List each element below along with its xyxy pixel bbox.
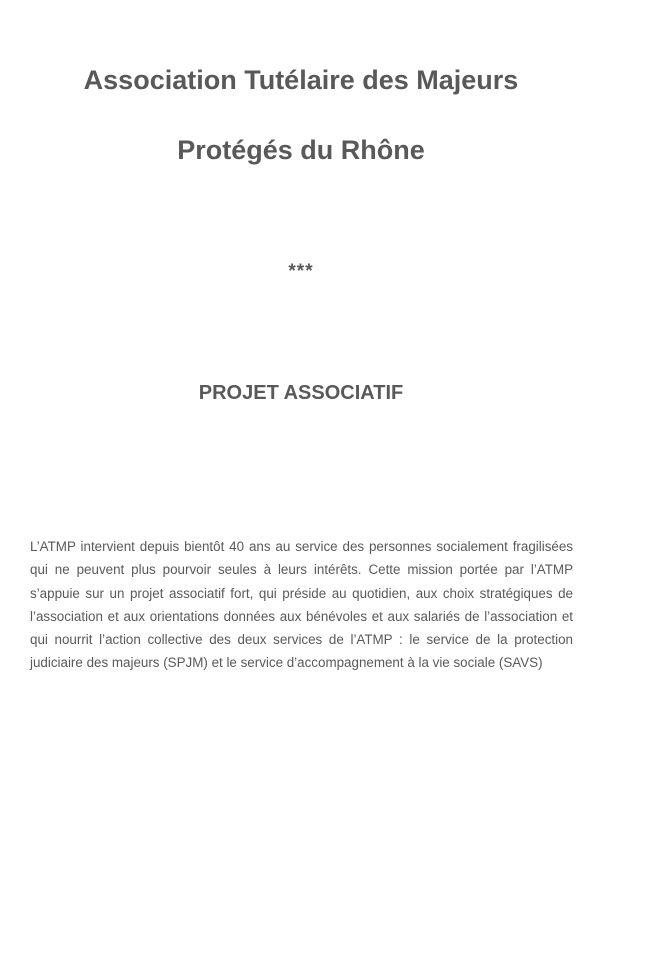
separator-asterisks: *** (288, 261, 314, 282)
title-line-2: Protégés du Rhône (177, 135, 425, 165)
title-line-1: Association Tutélaire des Majeurs (83, 65, 519, 95)
intro-paragraph: L’ATMP intervient depuis bientôt 40 ans au service des personnes socialement fragilisées qui ne peuvent plus pourvoir seules à leurs intérêts. Cette mission portée par l’ATMP s’appuie sur un projet associatif fort, qui préside au quotidien, aux choix stratégiques de l’association et aux orientations données aux bénévoles et aux salariés de l’association et qui nourrit l’action collective des deux services de l’ATMP : le service de la protection judiciaire des majeurs (SPJM) et le service d’accompagnement à la vie sociale (SAVS) (30, 539, 573, 671)
document-subtitle: PROJET ASSOCIATIF (198, 382, 404, 404)
